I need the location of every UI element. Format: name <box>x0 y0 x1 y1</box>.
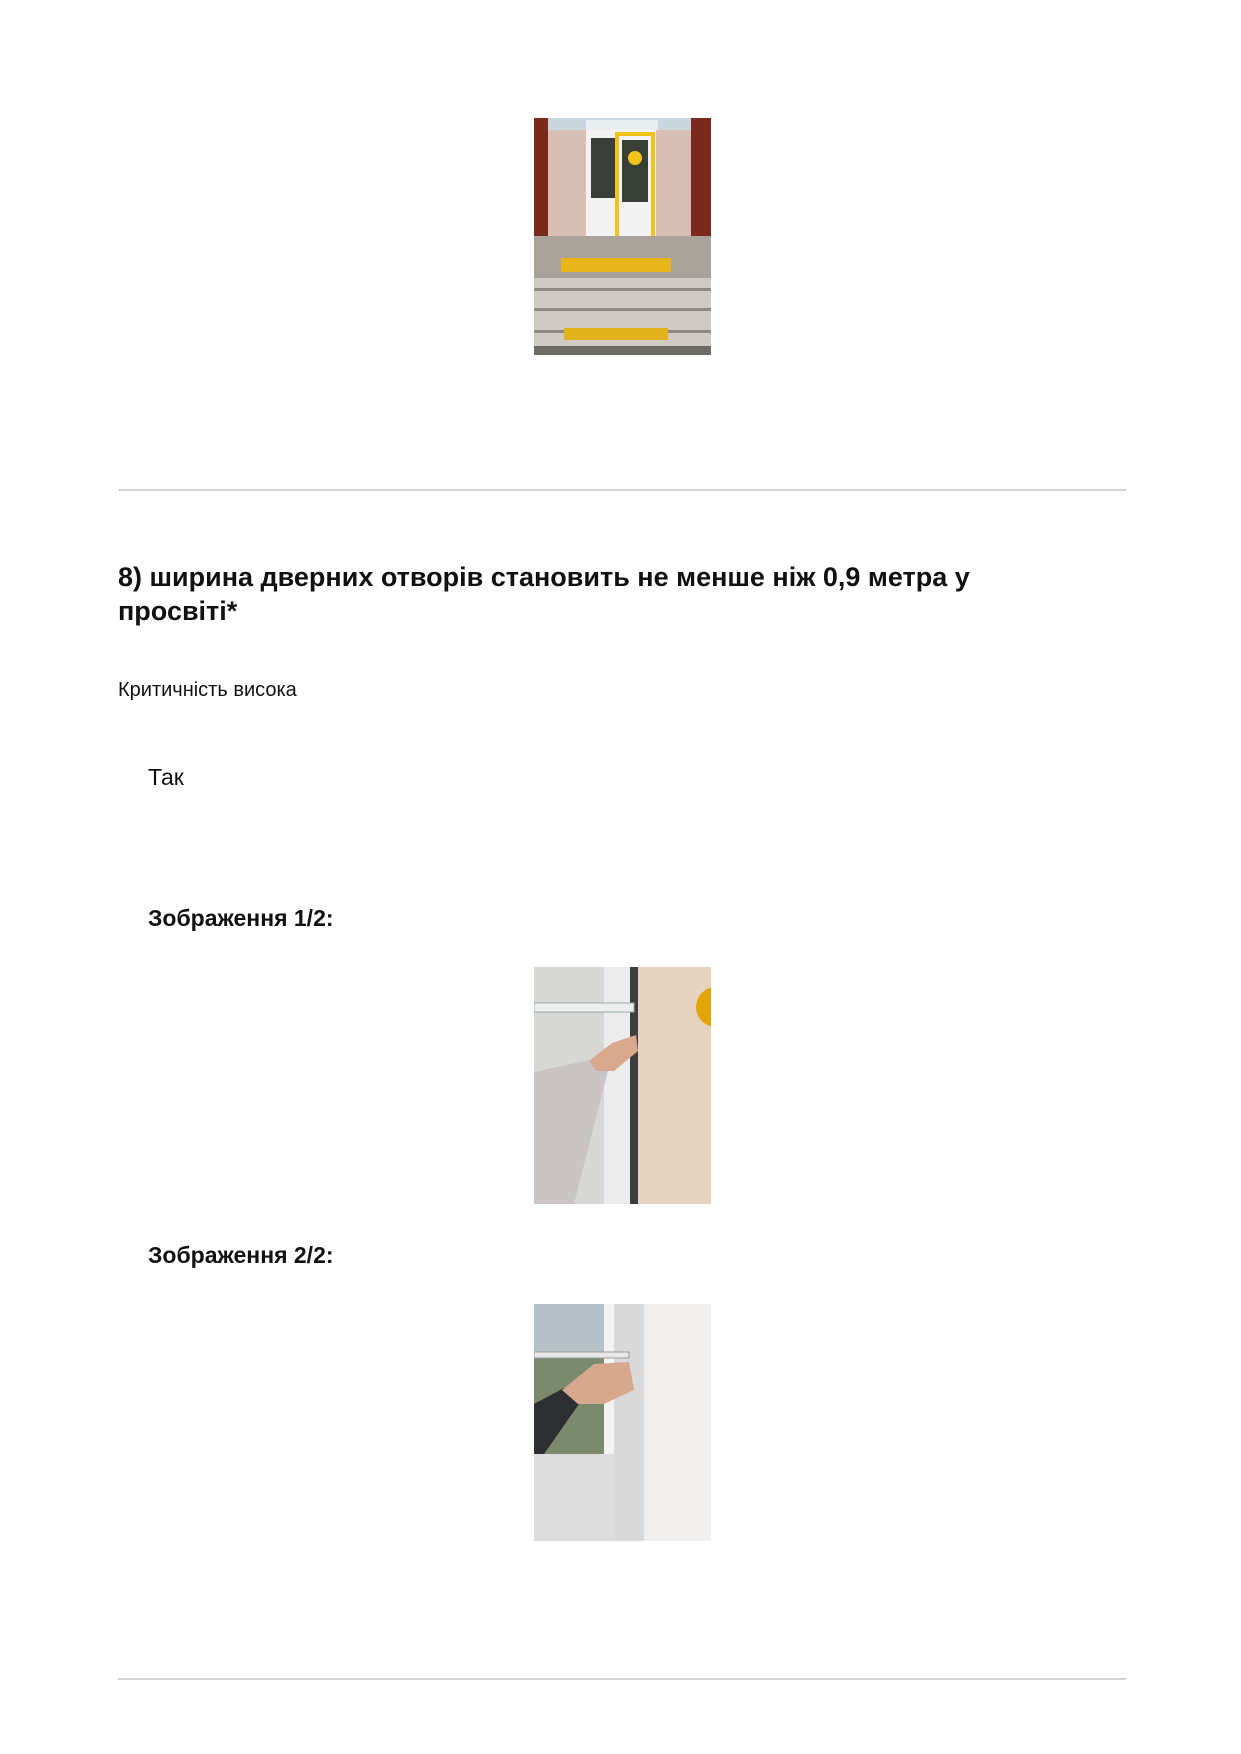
image-label-1: Зображення 1/2: <box>148 905 334 931</box>
door-measurement-photo-2 <box>534 1304 711 1541</box>
entrance-door-photo <box>534 118 711 355</box>
answer-value: Так <box>148 764 184 790</box>
question-title: 8) ширина дверних отворів становить не менше ніж 0,9 метра у просвіті* <box>118 562 970 626</box>
door-measurement-photo-1 <box>534 967 711 1204</box>
section-divider-bottom <box>118 1678 1126 1680</box>
section-divider <box>118 489 1126 491</box>
criticality-label: Критичність висока <box>118 679 297 701</box>
image-label-2: Зображення 2/2: <box>148 1242 334 1268</box>
